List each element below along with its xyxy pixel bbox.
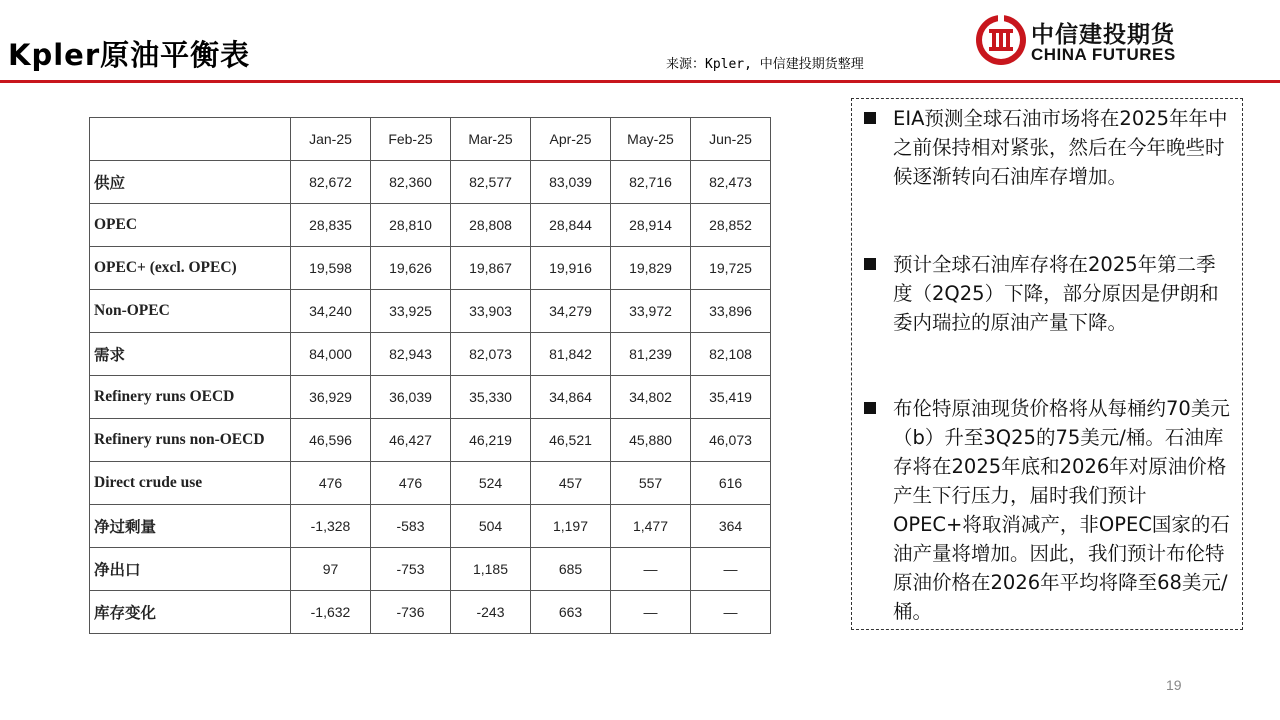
- table-cell: -736: [371, 591, 451, 634]
- row-label: Non-OPEC: [90, 290, 291, 333]
- table-row: [90, 419, 771, 462]
- table-cell: 46,427: [371, 419, 451, 462]
- table-row: [90, 247, 771, 290]
- table-cell: -243: [451, 591, 531, 634]
- table-cell: —: [611, 591, 691, 634]
- company-logo: [975, 14, 1275, 70]
- table-cell: 28,808: [451, 204, 531, 247]
- table-cell: 46,521: [531, 419, 611, 462]
- table-cell: 46,073: [691, 419, 771, 462]
- table-cell: 28,810: [371, 204, 451, 247]
- bullet-square-icon: [864, 402, 876, 414]
- table-cell: 28,852: [691, 204, 771, 247]
- table-cell: 524: [451, 462, 531, 505]
- column-header: Feb-25: [371, 118, 451, 161]
- table-cell: 1,185: [451, 548, 531, 591]
- table-cell: 33,903: [451, 290, 531, 333]
- source-note: 来源：Kpler, 中信建投期货整理: [666, 57, 864, 72]
- table-cell: -1,632: [291, 591, 371, 634]
- table-row: [90, 290, 771, 333]
- table-cell: 82,073: [451, 333, 531, 376]
- table-body: [90, 161, 771, 634]
- table-row: [90, 548, 771, 591]
- table-row: [90, 591, 771, 634]
- header-rule: [0, 80, 1280, 83]
- table-cell: 82,473: [691, 161, 771, 204]
- note-item: [862, 104, 1232, 191]
- table-cell: 35,330: [451, 376, 531, 419]
- row-label: 净出口: [90, 548, 291, 591]
- table-cell: 81,842: [531, 333, 611, 376]
- row-label: OPEC+ (excl. OPEC): [90, 247, 291, 290]
- table-cell: 46,219: [451, 419, 531, 462]
- table-cell: 19,867: [451, 247, 531, 290]
- table-cell: 28,835: [291, 204, 371, 247]
- table-cell: 616: [691, 462, 771, 505]
- table-cell: 28,914: [611, 204, 691, 247]
- table-cell: 364: [691, 505, 771, 548]
- table-cell: 82,716: [611, 161, 691, 204]
- table-cell: 46,596: [291, 419, 371, 462]
- row-label: 净过剩量: [90, 505, 291, 548]
- row-label: Direct crude use: [90, 462, 291, 505]
- citic-logo-icon: [975, 14, 1027, 66]
- bullet-square-icon: [864, 258, 876, 270]
- table-cell: 34,240: [291, 290, 371, 333]
- table-cell: 84,000: [291, 333, 371, 376]
- table-row: [90, 505, 771, 548]
- table-cell: 34,279: [531, 290, 611, 333]
- table-cell: 81,239: [611, 333, 691, 376]
- page-number: 19: [1166, 677, 1182, 693]
- table-cell: 82,943: [371, 333, 451, 376]
- table-cell: 33,896: [691, 290, 771, 333]
- logo-text-en: CHINA FUTURES: [1031, 45, 1176, 64]
- table-header-row: [90, 118, 771, 161]
- table-cell: 476: [291, 462, 371, 505]
- table-cell: —: [611, 548, 691, 591]
- table-cell: 19,916: [531, 247, 611, 290]
- row-label: Refinery runs non-OECD: [90, 419, 291, 462]
- table-cell: —: [691, 548, 771, 591]
- table-cell: 82,108: [691, 333, 771, 376]
- page-title: Kpler原油平衡表: [8, 38, 251, 72]
- note-text: 布伦特原油现货价格将从每桶约70美元（b）升至3Q25的75美元/桶。石油库存将在2025年底和2026年对原油价格产生下行压力，届时我们预计OPEC+将取消减产，非OPEC国家的石油产量将增加。因此，我们预计布伦特原油价格在2026年平均将降至68美元/桶。: [893, 397, 1230, 623]
- table-cell: 476: [371, 462, 451, 505]
- row-label: Refinery runs OECD: [90, 376, 291, 419]
- table-row: [90, 376, 771, 419]
- table-cell: 82,360: [371, 161, 451, 204]
- note-text: EIA预测全球石油市场将在2025年年中之前保持相对紧张，然后在今年晚些时候逐渐转向石油库存增加。: [893, 107, 1228, 188]
- table-cell: 685: [531, 548, 611, 591]
- table-cell: 33,925: [371, 290, 451, 333]
- table-cell: 33,972: [611, 290, 691, 333]
- table-cell: 19,829: [611, 247, 691, 290]
- table-cell: -1,328: [291, 505, 371, 548]
- table-cell: 45,880: [611, 419, 691, 462]
- column-header: May-25: [611, 118, 691, 161]
- row-label: 需求: [90, 333, 291, 376]
- column-header: Apr-25: [531, 118, 611, 161]
- row-label: 供应: [90, 161, 291, 204]
- table-cell: 36,039: [371, 376, 451, 419]
- notes-box: [851, 98, 1243, 630]
- table-cell: 457: [531, 462, 611, 505]
- table-cell: 83,039: [531, 161, 611, 204]
- table-cell: -753: [371, 548, 451, 591]
- table-cell: 1,477: [611, 505, 691, 548]
- table-cell: 35,419: [691, 376, 771, 419]
- row-label: OPEC: [90, 204, 291, 247]
- table-cell: 557: [611, 462, 691, 505]
- note-item: [862, 394, 1232, 626]
- table-cell: 19,626: [371, 247, 451, 290]
- table-row: [90, 161, 771, 204]
- table-cell: —: [691, 591, 771, 634]
- balance-table: [89, 117, 771, 634]
- table-cell: 1,197: [531, 505, 611, 548]
- logo-text-cn: 中信建投期货: [1031, 22, 1175, 48]
- table-cell: 19,598: [291, 247, 371, 290]
- table-cell: 97: [291, 548, 371, 591]
- table-cell: 28,844: [531, 204, 611, 247]
- table-cell: 82,672: [291, 161, 371, 204]
- table-cell: 19,725: [691, 247, 771, 290]
- note-text: 预计全球石油库存将在2025年第二季度（2Q25）下降，部分原因是伊朗和委内瑞拉的原油产量下降。: [893, 253, 1219, 334]
- column-header: Jun-25: [691, 118, 771, 161]
- table-cell: 34,864: [531, 376, 611, 419]
- table-cell: -583: [371, 505, 451, 548]
- table-cell: 663: [531, 591, 611, 634]
- table-cell: 82,577: [451, 161, 531, 204]
- note-item: [862, 250, 1232, 337]
- table-cell: 504: [451, 505, 531, 548]
- bullet-square-icon: [864, 112, 876, 124]
- column-header: Jan-25: [291, 118, 371, 161]
- column-header: Mar-25: [451, 118, 531, 161]
- table-row: [90, 462, 771, 505]
- table-row: [90, 333, 771, 376]
- table-row: [90, 204, 771, 247]
- row-label: 库存变化: [90, 591, 291, 634]
- table-cell: 36,929: [291, 376, 371, 419]
- column-header: [90, 118, 291, 161]
- table-cell: 34,802: [611, 376, 691, 419]
